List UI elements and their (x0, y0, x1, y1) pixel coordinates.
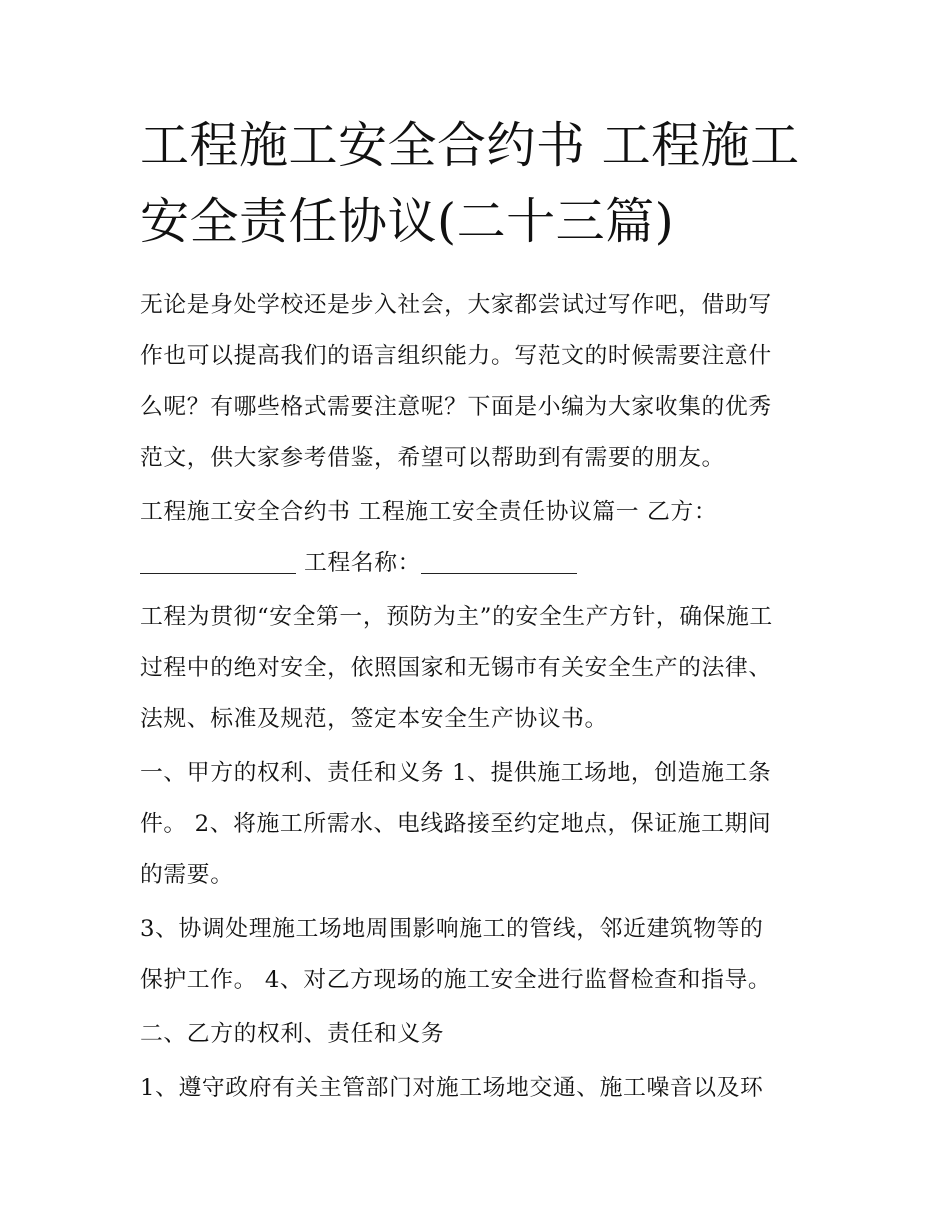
intro-line-3: 么呢？有哪些格式需要注意呢？下面是小编为大家收集的优秀 (140, 394, 772, 420)
project-name-blank (421, 549, 577, 574)
party-b-heading-paragraph (140, 1009, 820, 1060)
party-b-item-paragraph (140, 1063, 820, 1114)
party-a-more-line-1: 3、协调处理施工场地周围影响施工的管线，邻近建筑物等的 (140, 916, 764, 942)
purpose-line-1: 工程为贯彻“安全第一，预防为主”的安全生产方针，确保施工 (140, 604, 773, 630)
agreement-heading-paragraph (140, 487, 820, 589)
title-line-2: 安全责任协议(二十三篇) (140, 193, 675, 250)
purpose-paragraph (140, 592, 820, 745)
intro-line-1: 无论是身处学校还是步入社会，大家都尝试过写作吧，借助写 (140, 292, 772, 318)
intro-paragraph (140, 280, 820, 484)
party-a-more-line-2: 保护工作。 4、对乙方现场的施工安全进行监督检查和指导。 (140, 967, 772, 993)
intro-line-2: 作也可以提高我们的语言组织能力。写范文的时候需要注意什 (140, 343, 772, 369)
signature-line (140, 538, 820, 589)
party-b-blank (140, 549, 296, 574)
purpose-line-3: 法规、标准及规范，签定本安全生产协议书。 (140, 706, 608, 732)
intro-line-4: 范文，供大家参考借鉴，希望可以帮助到有需要的朋友。 (140, 445, 725, 471)
project-name-label: 工程名称： (304, 550, 421, 576)
title-line-1: 工程施工安全合约书 工程施工 (140, 117, 800, 174)
party-a-paragraph (140, 748, 820, 901)
purpose-line-2: 过程中的绝对安全，依照国家和无锡市有关安全生产的法律、 (140, 655, 772, 681)
agreement-heading: 工程施工安全合约书 工程施工安全责任协议篇一 乙方： (140, 499, 718, 525)
document-body (140, 280, 820, 1117)
document-title (140, 108, 820, 260)
party-a-line-1: 一、甲方的权利、责任和义务 1、提供施工场地，创造施工条 (140, 760, 772, 786)
party-a-line-3: 的需要。 (140, 862, 234, 888)
party-a-more-paragraph (140, 904, 820, 1006)
party-a-line-2: 件。 2、将施工所需水、电线路接至约定地点，保证施工期间 (140, 811, 772, 837)
party-b-heading: 二、乙方的权利、责任和义务 (140, 1021, 445, 1047)
party-b-item-1: 1、遵守政府有关主管部门对施工场地交通、施工噪音以及环 (140, 1075, 764, 1101)
